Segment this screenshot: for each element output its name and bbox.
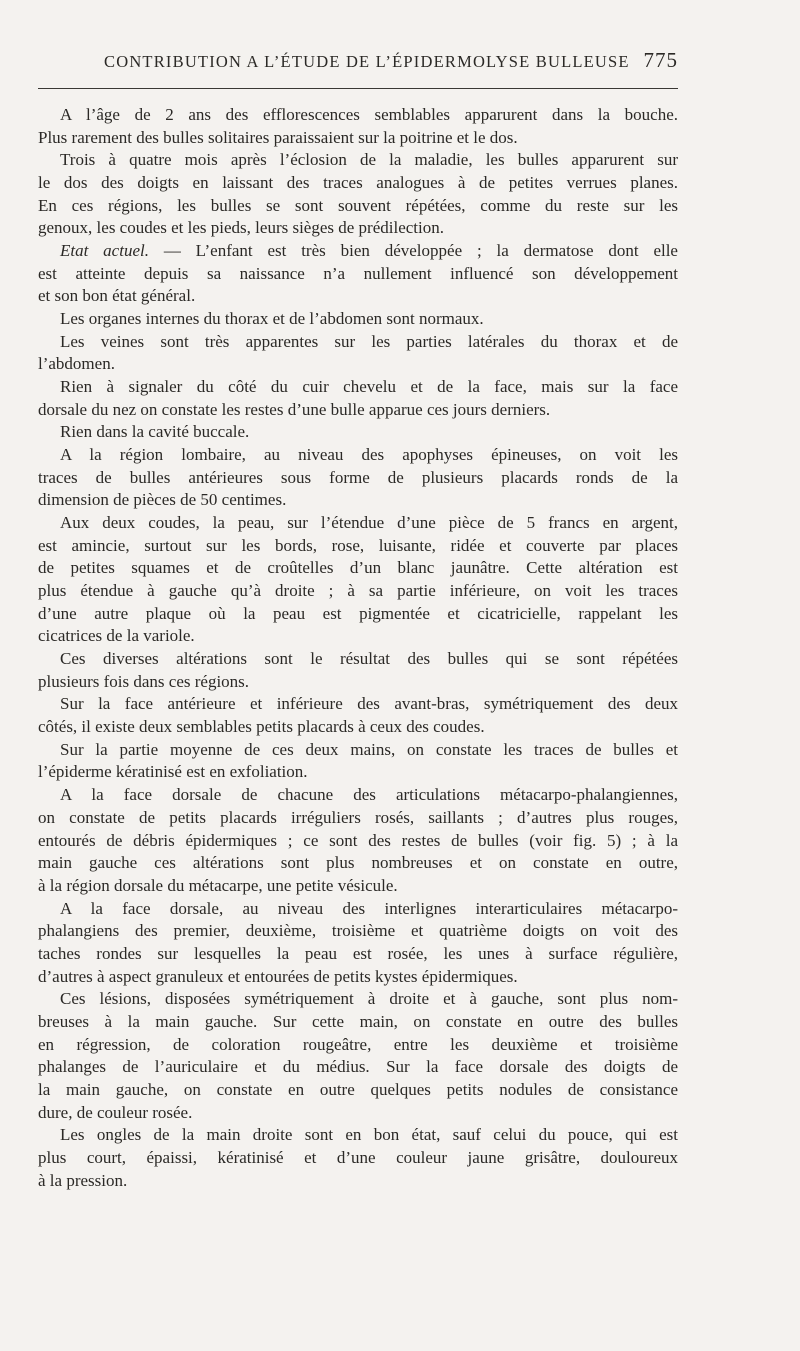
line-text: traces de bulles antérieures sous forme de plusieurs placards ronds de la [38, 467, 678, 487]
text-line [38, 1056, 678, 1079]
line-text: genoux, les coudes et les pieds, leurs sièges de prédilection. [38, 218, 444, 238]
text-line [38, 625, 678, 648]
line-text: d’autres à aspect granuleux et entourées de petits kystes épidermiques. [38, 966, 518, 986]
text-line [38, 898, 678, 921]
text-line [38, 671, 678, 694]
line-text: Ces lésions, disposées symétriquement à droite et à gauche, sont plus nom- [60, 989, 678, 1009]
line-text: phalangiens des premier, deuxième, troisième et quatrième doigts on voit des [38, 921, 678, 941]
line-text: à la pression. [38, 1170, 128, 1190]
text-line [38, 331, 678, 354]
text-line [38, 557, 678, 580]
line-text: main gauche ces altérations sont plus nombreuses et on constate en outre, [38, 853, 678, 873]
line-text: d’une autre plaque où la peau est pigmentée et cicatricielle, rappelant les [38, 603, 678, 623]
line-text: plusieurs fois dans ces régions. [38, 671, 250, 691]
line-text: En ces régions, les bulles se sont souvent répétées, comme du reste sur les [38, 195, 678, 215]
line-text: le dos des doigts en laissant des traces analogues à de petites verrues planes. [38, 173, 678, 193]
text-line [38, 263, 678, 286]
line-text: dure, de couleur rosée. [38, 1102, 193, 1122]
text-line [38, 1011, 678, 1034]
text-line [38, 195, 678, 218]
line-text: A la région lombaire, au niveau des apophyses épineuses, on voit les [60, 445, 678, 465]
section-lead: Etat actuel. [60, 241, 149, 261]
text-line [38, 535, 678, 558]
text-line [38, 308, 678, 331]
line-text: la main gauche, on constate en outre quelques petits nodules de consistance [38, 1079, 678, 1099]
text-line [38, 104, 678, 127]
text-line [38, 172, 678, 195]
text-line [38, 217, 678, 240]
body-text [38, 104, 678, 1192]
line-text: de petites squames et de croûtelles d’un blanc jaunâtre. Cette altération est [38, 558, 678, 578]
line-text: phalanges de l’auriculaire et du médius. Sur la face dorsale des doigts de [38, 1057, 678, 1077]
text-line [38, 920, 678, 943]
text-line [38, 149, 678, 172]
text-line [38, 603, 678, 626]
line-text: cicatrices de la variole. [38, 626, 195, 646]
page-header [38, 50, 678, 80]
line-text: Aux deux coudes, la peau, sur l’étendue d’une pièce de 5 francs en argent, [60, 513, 678, 533]
line-text: Rien à signaler du côté du cuir chevelu et de la face, mais sur la face [60, 377, 678, 397]
line-text: et son bon état général. [38, 286, 196, 306]
line-text: Ces diverses altérations sont le résultat des bulles qui se sont répétées [60, 649, 678, 669]
line-text: l’épiderme kératinisé est en exfoliation. [38, 762, 308, 782]
text-line [38, 399, 678, 422]
line-text: A la face dorsale de chacune des articulations métacarpo-phalangiennes, [60, 785, 678, 805]
line-text: Trois à quatre mois après l’éclosion de la maladie, les bulles apparurent sur [60, 150, 678, 170]
text-line [38, 648, 678, 671]
text-line [38, 240, 678, 263]
text-line [38, 1147, 678, 1170]
line-text: en régression, de coloration rougeâtre, entre les deuxième et troisième [38, 1034, 678, 1054]
text-line [38, 966, 678, 989]
text-line [38, 807, 678, 830]
text-line [38, 1034, 678, 1057]
text-line [38, 512, 678, 535]
line-text: A la face dorsale, au niveau des interlignes interarticulaires métacarpo- [60, 898, 678, 918]
text-line [38, 444, 678, 467]
running-title: CONTRIBUTION A L’ÉTUDE DE L’ÉPIDERMOLYSE BULLEUSE [104, 52, 630, 71]
line-text: plus étendue à gauche qu’à droite ; à sa partie inférieure, on voit les traces [38, 581, 678, 601]
text-line [38, 353, 678, 376]
line-text: Sur la partie moyenne de ces deux mains, on constate les traces de bulles et [60, 739, 678, 759]
line-text: — L’enfant est très bien développée ; la dermatose dont elle [148, 241, 678, 261]
text-line [38, 739, 678, 762]
line-text: Les veines sont très apparentes sur les parties latérales du thorax et de [60, 331, 678, 351]
line-text: à la région dorsale du métacarpe, une petite vésicule. [38, 875, 398, 895]
page-number: 775 [643, 48, 678, 72]
header-rule [38, 88, 678, 89]
text-line [38, 1170, 678, 1193]
line-text: taches rondes sur lesquelles la peau est rosée, les unes à surface régulière, [38, 943, 678, 963]
text-line [38, 761, 678, 784]
text-line [38, 421, 678, 444]
text-line [38, 693, 678, 716]
text-line [38, 716, 678, 739]
line-text: Les ongles de la main droite sont en bon état, sauf celui du pouce, qui est [60, 1125, 678, 1145]
line-text: A l’âge de 2 ans des efflorescences semblables apparurent dans la bouche. [60, 105, 678, 124]
line-text: Sur la face antérieure et inférieure des avant-bras, symétriquement des deux [60, 694, 678, 714]
line-text: est atteinte depuis sa naissance n’a nullement influencé son développement [38, 263, 678, 283]
text-line [38, 127, 678, 150]
line-text: dorsale du nez on constate les restes d’une bulle apparue ces jours derniers. [38, 399, 551, 419]
line-text: Plus rarement des bulles solitaires paraissaient sur la poitrine et le dos. [38, 127, 518, 147]
line-text: côtés, il existe deux semblables petits placards à ceux des coudes. [38, 717, 485, 737]
text-line [38, 988, 678, 1011]
line-text: Rien dans la cavité buccale. [60, 422, 250, 442]
text-line [38, 1079, 678, 1102]
text-line [38, 285, 678, 308]
text-line [38, 1102, 678, 1125]
text-line [38, 467, 678, 490]
line-text: est amincie, surtout sur les bords, rose, luisante, ridée et couverte par places [38, 535, 678, 555]
line-text: plus court, épaissi, kératinisé et d’une couleur jaune grisâtre, douloureux [38, 1147, 678, 1167]
line-text: entourés de débris épidermiques ; ce sont des restes de bulles (voir fig. 5) ; à la [38, 830, 678, 850]
text-line [38, 784, 678, 807]
line-text: breuses à la main gauche. Sur cette main, on constate en outre des bulles [38, 1011, 678, 1031]
text-line [38, 852, 678, 875]
line-text: on constate de petits placards irréguliers rosés, saillants ; d’autres plus rouges, [38, 807, 678, 827]
line-text: dimension de pièces de 50 centimes. [38, 490, 287, 510]
line-text: l’abdomen. [38, 354, 115, 374]
text-line [38, 875, 678, 898]
text-line [38, 830, 678, 853]
text-line [38, 943, 678, 966]
text-line [38, 580, 678, 603]
line-text: Les organes internes du thorax et de l’abdomen sont normaux. [60, 309, 484, 329]
text-line [38, 376, 678, 399]
text-line [38, 489, 678, 512]
text-line [38, 1124, 678, 1147]
